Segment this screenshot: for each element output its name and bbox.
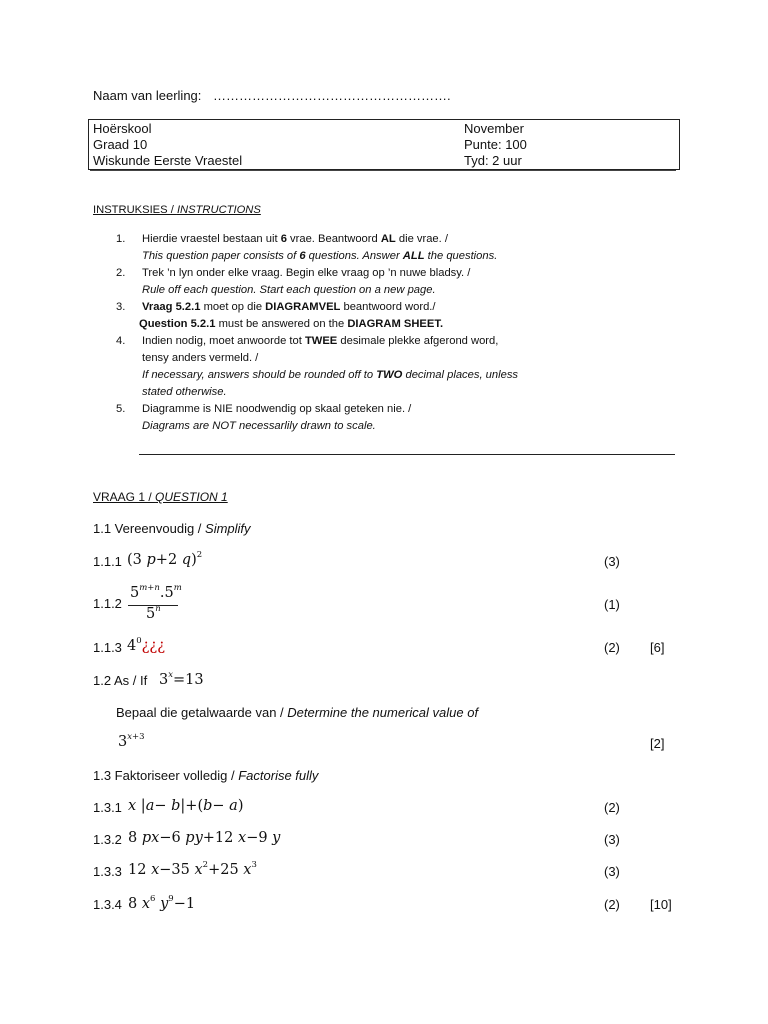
question-number: 1.3.4	[93, 897, 122, 912]
question-1-heading: VRAAG 1 / QUESTION 1	[93, 490, 228, 504]
section-total: [2]	[650, 736, 665, 751]
instruction-4-af: Indien nodig, moet anwoorde tot TWEE desimale plekke afgerond word,	[142, 335, 499, 347]
marks: (1)	[604, 597, 620, 612]
question-number: 1.1.1	[93, 554, 122, 569]
marks: (2)	[604, 640, 620, 655]
marks: (2)	[604, 800, 620, 815]
name-label: Naam van leerling:	[93, 88, 202, 103]
expression-1-2-condition: $3^x=13$	[159, 670, 204, 688]
marks: (3)	[604, 832, 620, 847]
question-number: 1.3.1	[93, 800, 122, 815]
instruction-1-af: Hierdie vraestel bestaan uit 6 vrae. Beantwoord AL die vrae. /	[142, 233, 448, 245]
instruction-2-en: Rule off each question. Start each question on a new page.	[142, 284, 436, 296]
subject: Wiskunde Eerste Vraestel	[93, 153, 243, 168]
question-1-2-label: 1.2 As / If	[93, 673, 148, 688]
instruction-number: 5.	[116, 403, 126, 415]
instructions-divider	[139, 454, 675, 455]
expression-1-3-4: 8 $x^6$ $y^9-1$	[128, 894, 196, 912]
instruction-4-af-line2: tensy anders vermeld. /	[142, 352, 259, 364]
question-number: 1.1.2	[93, 596, 122, 611]
instructions-heading-en: INSTRUCTIONS	[176, 204, 261, 216]
instruction-3-en: Question 5.2.1 must be answered on the DIAGRAM SHEET.	[139, 318, 444, 330]
question-1-3-label: 1.3 Faktoriseer volledig / Factorise fully	[93, 768, 319, 783]
instructions-heading-af: INSTRUKSIES /	[93, 204, 177, 216]
marks: (3)	[604, 554, 620, 569]
instruction-5-af: Diagramme is NIE noodwendig op skaal geteken nie. /	[142, 403, 412, 415]
question-number: 1.3.3	[93, 864, 122, 879]
expression-1-3-2: 8 px−6 py+12 x−9 y	[128, 830, 281, 846]
instruction-number: 3.	[116, 301, 126, 313]
exam-month: November	[464, 121, 524, 136]
question-1-1-label: 1.1 Vereenvoudig / Simplify	[93, 521, 251, 536]
instruction-3-af: Vraag 5.2.1 moet op die DIAGRAMVEL beantwoord word./	[142, 301, 436, 313]
school-name: Hoërskool	[93, 121, 152, 136]
marks: (2)	[604, 897, 620, 912]
question-number: 1.3.2	[93, 832, 122, 847]
marks: (3)	[604, 864, 620, 879]
section-total: [10]	[650, 897, 672, 912]
fraction-denominator: 5$^n$	[146, 604, 161, 622]
instruction-number: 4.	[116, 335, 126, 347]
expression-1-1-3: $4^0¿¿¿$	[127, 636, 165, 654]
header-box-underline	[90, 170, 676, 171]
student-name-line	[93, 88, 451, 103]
expression-1-2: $3^{x+3}$	[118, 732, 145, 750]
section-total: [6]	[650, 640, 665, 655]
broken-equation-glyphs: ¿¿¿	[141, 638, 165, 654]
question-number: 1.1.3	[93, 640, 122, 655]
expression-1-1-1: (3 p+2 q)$^2$	[127, 550, 203, 568]
instruction-5-en: Diagrams are NOT necessarlily drawn to scale.	[142, 420, 376, 432]
total-marks: Punte: 100	[464, 137, 527, 152]
fraction-numerator: $5^{m+n}.5^m$	[130, 583, 182, 601]
expression-1-3-1: x |a− b|+(b− a)	[128, 798, 244, 814]
expression-1-3-3: 12 x−35 $x^2+25$ $x^3$	[128, 860, 257, 878]
name-dots: ……………………………………………….	[213, 88, 451, 103]
exam-time: Tyd: 2 uur	[464, 153, 522, 168]
instruction-4-en-line2: stated otherwise.	[142, 386, 227, 398]
instruction-4-en: If necessary, answers should be rounded off to TWO decimal places, unless	[142, 369, 519, 381]
instruction-number: 2.	[116, 267, 126, 279]
instruction-2-af: Trek ’n lyn onder elke vraag. Begin elke vraag op ’n nuwe bladsy. /	[142, 267, 471, 279]
grade: Graad 10	[93, 137, 148, 152]
instruction-1-en: This question paper consists of 6 questions. Answer ALL the questions.	[142, 250, 498, 262]
instruction-number: 1.	[116, 233, 126, 245]
instructions-heading	[93, 204, 261, 216]
question-1-2-prompt: Bepaal die getalwaarde van / Determine the numerical value of	[116, 705, 479, 720]
